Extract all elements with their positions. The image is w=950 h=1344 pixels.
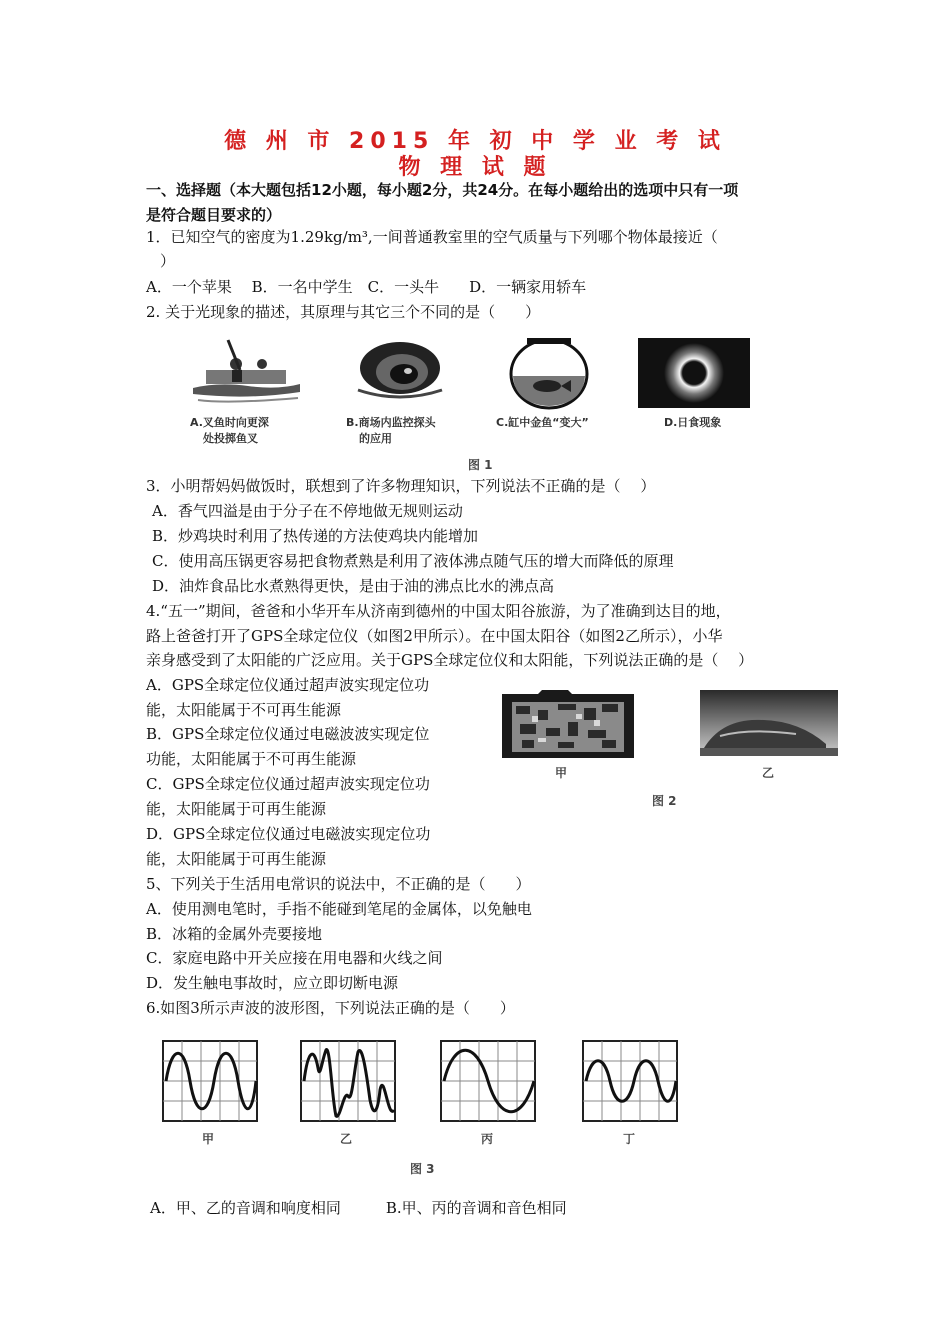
figure1-caption-b-line1: B.商场内监控探头 [346,416,436,429]
q4-option-a-line1: A．GPS全球定位仪通过超声波实现定位功 [146,676,430,694]
q5-option-a: A．使用测电笔时，手指不能碰到笔尾的金属体，以免触电 [146,900,532,918]
q4-option-d-line1: D．GPS全球定位仪通过电磁波实现定位功 [146,825,431,843]
q3-option-d: D．油炸食品比水煮熟得更快，是由于油的沸点比水的沸点高 [152,577,555,595]
waveform-label-bing: 丙 [481,1132,494,1146]
q6-options: A．甲、乙的音调和响度相同 B.甲、丙的音调和音色相同 [150,1199,567,1217]
section-heading-line1: 一、选择题（本大题包括12小题，每小题2分，共24分。在每小题给出的选项中只有一项 [146,181,739,199]
q4-text-line1: 4.“五一”期间，爸爸和小华开车从济南到德州的中国太阳谷旅游，为了准确到达目的地， [146,602,731,620]
q2-text: 2. 关于光现象的描述，其原理与其它三个不同的是（ ） [146,303,541,321]
figure1-label: 图 1 [468,458,493,472]
q4-text-line2: 路上爸爸打开了GPS全球定位仪（如图2甲所示）。在中国太阳谷（如图2乙所示），小华 [146,627,723,645]
waveform-label-ding: 丁 [623,1132,636,1146]
q1-text-line2: ） [160,252,176,270]
q5-option-c: C．家庭电路中开关应接在用电器和火线之间 [146,949,443,967]
q4-text-line3: 亲身感受到了太阳能的广泛应用。关于GPS全球定位仪和太阳能，下列说法正确的是（ ） [146,651,754,669]
figure1-caption-c: C.缸中金鱼“变大” [496,416,589,429]
figure2-solar-building-image [700,690,838,756]
q3-option-b: B．炒鸡块时利用了热传递的方法使鸡块内能增加 [152,527,479,545]
q3-text: 3．小明帮妈妈做饭时，联想到了许多物理知识，下列说法不正确的是（ ） [146,477,656,495]
figure2-gps-device-image [498,686,638,762]
q3-option-a: A．香气四溢是由于分子在不停地做无规则运动 [152,502,463,520]
waveform-label-jia: 甲 [202,1132,215,1146]
exam-title-line2: 物 理 试 题 [398,155,552,180]
q5-text: 5、下列关于生活用电常识的说法中，不正确的是（ ） [146,875,531,893]
waveform-bing [440,1040,536,1122]
figure2-label-yi: 乙 [762,766,775,780]
q4-option-b-line1: B．GPS全球定位仪通过电磁波波实现定位 [146,725,430,743]
q4-option-b-line2: 功能，太阳能属于不可再生能源 [146,750,357,768]
figure1-image-b [350,338,450,408]
q3-option-c: C．使用高压锅更容易把食物煮熟是利用了液体沸点随气压的增大而降低的原理 [152,552,674,570]
q4-option-c-line2: 能，太阳能属于可再生能源 [146,800,327,818]
q1-text-line1: 1．已知空气的密度为1.29kg/m³,一间普通教室里的空气质量与下列哪个物体最接近（ [146,228,718,246]
figure1-caption-b-line2: 的应用 [359,432,392,445]
figure2-label-jia: 甲 [555,766,568,780]
figure3-label: 图 3 [410,1162,435,1176]
figure1-caption-d: D.日食现象 [664,416,722,429]
figure1-caption-a-line1: A.叉鱼时向更深 [190,416,269,429]
q1-options: A．一个苹果 B．一名中学生 C．一头牛 D．一辆家用轿车 [146,278,587,296]
exam-title-line1: 德 州 市 2015 年 初 中 学 业 考 试 [224,129,726,154]
q5-option-d: D．发生触电事故时，应立即切断电源 [146,974,399,992]
figure1-image-c [505,334,593,410]
section-heading-line2: 是符合题目要求的） [146,206,282,224]
figure1-caption-a-line2: 处投掷鱼叉 [203,432,258,445]
waveform-ding [582,1040,678,1122]
figure1-image-d [638,338,750,408]
q4-option-a-line2: 能，太阳能属于不可再生能源 [146,701,342,719]
figure1-image-a [188,330,306,408]
q6-text: 6.如图3所示声波的波形图，下列说法正确的是（ ） [146,999,515,1017]
q5-option-b: B．冰箱的金属外壳要接地 [146,925,323,943]
waveform-jia [162,1040,258,1122]
figure2-label: 图 2 [652,794,677,808]
waveform-label-yi: 乙 [340,1132,353,1146]
q4-option-c-line1: C．GPS全球定位仪通过超声波实现定位功 [146,775,430,793]
waveform-yi [300,1040,396,1122]
q4-option-d-line2: 能，太阳能属于可再生能源 [146,850,327,868]
